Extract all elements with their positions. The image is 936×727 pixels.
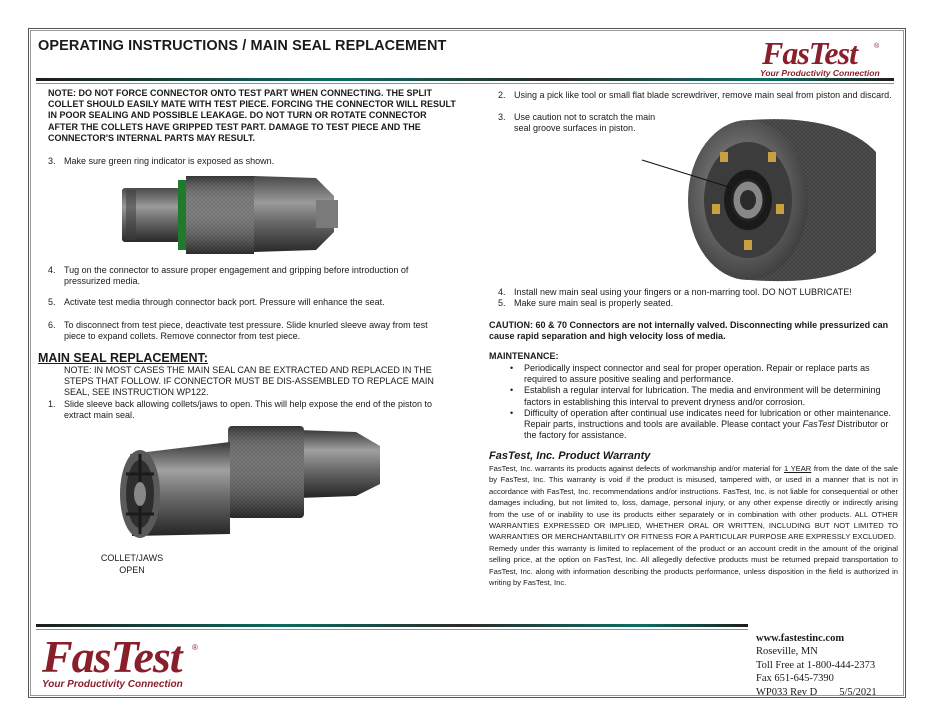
maintenance-item-text: Establish a regular interval for lubrication. The media and environment will be determining factors in establishing this interval to prevent dryness and/or corrosion.: [524, 385, 881, 407]
step-text: Slide sleeve back allowing collets/jaws to open. This will help expose the end of the piston to extract main seal.: [64, 399, 433, 421]
step-text: Make sure main seal is properly seated.: [514, 298, 674, 308]
step-text: Use caution not to scratch the main seal groove surfaces in piston.: [514, 112, 656, 134]
caption-line-2: OPEN: [119, 564, 145, 575]
step-number: 4.: [48, 265, 56, 275]
caution-text: CAUTION: 60 & 70 Connectors are not internally valved. Disconnecting while pressurized can cause rapid separation and high velocity loss of media.: [489, 320, 889, 342]
page-title: OPERATING INSTRUCTIONS / MAIN SEAL REPLACEMENT: [38, 38, 447, 54]
warranty-p1-end: from the date of the sale by FasTest, Inc. This warranty is void if the product is misused, tampered with, or used in a manner that is not in accordance with FasTest, Inc. recommendations and/or instructions. FasTest, Inc. is not liable for consequential or other damages including, but not limited to, loss, damage, personal injury, or any other expense directly or indirectly arising from the use of or inability to use its products either separately or in combination with other products. ALL OTHER WARRANTIES EXPRESSED OR IMPLIED, WHETHER ORAL OR WRITTEN, INCLUDING BUT NOT LIMITED TO WARRANTIES OR MERCHANTABILITY OR FITNESS FOR A PARTICULAR PURPOSE ARE EXPRESSLY EXCLUDED.: [489, 464, 898, 542]
step-number: 3.: [498, 112, 506, 122]
footer-rule-thin: [36, 629, 748, 630]
warranty-p1-start: FasTest, Inc. warrants its products against defects of workmanship and/or material for: [489, 464, 784, 473]
warranty-term: 1 YEAR: [783, 464, 812, 473]
maintenance-item-end: Distributor or the factory for assistance.: [524, 419, 889, 441]
contact-fax: Fax 651-645-7390: [756, 673, 834, 685]
doc-date: 5/5/2021: [839, 686, 877, 698]
step-number: 5.: [48, 297, 56, 307]
svg-text:®: ®: [192, 643, 198, 652]
step-text: Tug on the connector to assure proper engagement and gripping before introduction of pressurized media.: [64, 265, 409, 287]
warranty-paragraph-2: Remedy under this warranty is limited to replacement of the product or an account credit in the amount of the original selling price, at the option on FasTest, Inc. All allegedly defective products must be returned prepaid transportation to FasTest, Inc. along with information describing the products performance, unless disposition in the field is authorized in writing by FasTest, Inc.: [489, 543, 898, 588]
warranty-title: FasTest, Inc. Product Warranty: [489, 450, 651, 462]
svg-text:FasTest: FasTest: [42, 632, 182, 682]
footer-rule: [36, 624, 748, 627]
collet-jaws-caption: [94, 553, 170, 576]
step-number: 4.: [498, 287, 506, 297]
main-seal-note: NOTE: IN MOST CASES THE MAIN SEAL CAN BE EXTRACTED AND REPLACED IN THE STEPS THAT FOLLOW. IF CONNECTOR MUST BE DIS-ASSEMBLED TO REPLACE MAIN SEAL, SEE INSTRUCTION WP122.: [64, 365, 434, 398]
caption-line-1: COLLET/JAWS: [100, 553, 164, 563]
connector-collets-open-image: [118, 424, 398, 554]
step-number: 2.: [498, 90, 506, 100]
header-rule-thin: [36, 83, 894, 84]
warranty-body: [489, 463, 898, 588]
maintenance-item: [508, 363, 892, 385]
maintenance-item: [508, 385, 892, 407]
maintenance-brand-italic: FasTest: [802, 419, 835, 430]
step-text: Activate test media through connector back port. Pressure will enhance the seat.: [64, 297, 385, 307]
brand-logo-bottom: [40, 632, 210, 692]
maintenance-heading: MAINTENANCE:: [489, 351, 559, 361]
connector-green-ring-image: [120, 170, 352, 258]
connector-seal-end-view-image: [640, 112, 890, 287]
svg-text:FasTest: FasTest: [762, 35, 857, 71]
step-text: Install new main seal using your fingers or a non-marring tool. DO NOT LUBRICATE!: [514, 287, 852, 297]
svg-text:Your Productivity Connection: Your Productivity Connection: [42, 679, 183, 690]
maintenance-item: [508, 408, 892, 442]
contact-tollfree: Toll Free at 1-800-444-2373: [756, 659, 876, 671]
main-seal-heading: MAIN SEAL REPLACEMENT:: [38, 351, 208, 365]
svg-text:®: ®: [874, 43, 880, 50]
step-number: 6.: [48, 320, 56, 330]
brand-logo-top: [758, 34, 882, 78]
maintenance-list: [508, 363, 892, 441]
doc-revision: WP033 Rev D: [756, 686, 818, 698]
step-number: 3.: [48, 156, 56, 166]
contact-block: [756, 632, 877, 699]
force-warning-note: NOTE: DO NOT FORCE CONNECTOR ONTO TEST PART WHEN CONNECTING. THE SPLIT COLLET SHOULD EASILY MATE WITH TEST PIECE. FORCING THE CONNECTOR WILL RESULT IN POOR SEALING AND POSSIBLE LEAKAGE. DO NOT TURN OR ROTATE CONNECTOR AFTER THE COLLETS HAVE GRIPPED TEST PART. DAMAGE TO TEST PIECE AND THE CONNECTOR'S INTERNAL PARTS MAY RESULT.: [48, 88, 456, 143]
step-text: To disconnect from test piece, deactivate test pressure. Slide knurled sleeve away from test piece to expand collets. Remove connector from test piece.: [64, 320, 428, 342]
svg-text:Your Productivity Connection: Your Productivity Connection: [760, 68, 880, 78]
contact-docline: [756, 686, 877, 699]
step-number: 5.: [498, 298, 506, 308]
contact-city: Roseville, MN: [756, 646, 818, 658]
maintenance-item-text: Periodically inspect connector and seal for proper operation. Repair or replace parts as required to assure positive sealing and performance.: [524, 363, 870, 385]
website-link[interactable]: www.fastestinc.com: [756, 633, 845, 644]
header-rule: [36, 78, 894, 81]
step-text: Make sure green ring indicator is exposed as shown.: [64, 156, 275, 166]
maintenance-item-text: Difficulty of operation after continual use indicates need for lubrication or other maintenance. Repair parts, instructions and tools are available. Please contact your: [524, 407, 892, 430]
warranty-paragraph-1: [489, 463, 898, 543]
step-text: Using a pick like tool or small flat blade screwdriver, remove main seal from piston and discard.: [514, 90, 892, 100]
step-number: 1.: [48, 399, 56, 409]
